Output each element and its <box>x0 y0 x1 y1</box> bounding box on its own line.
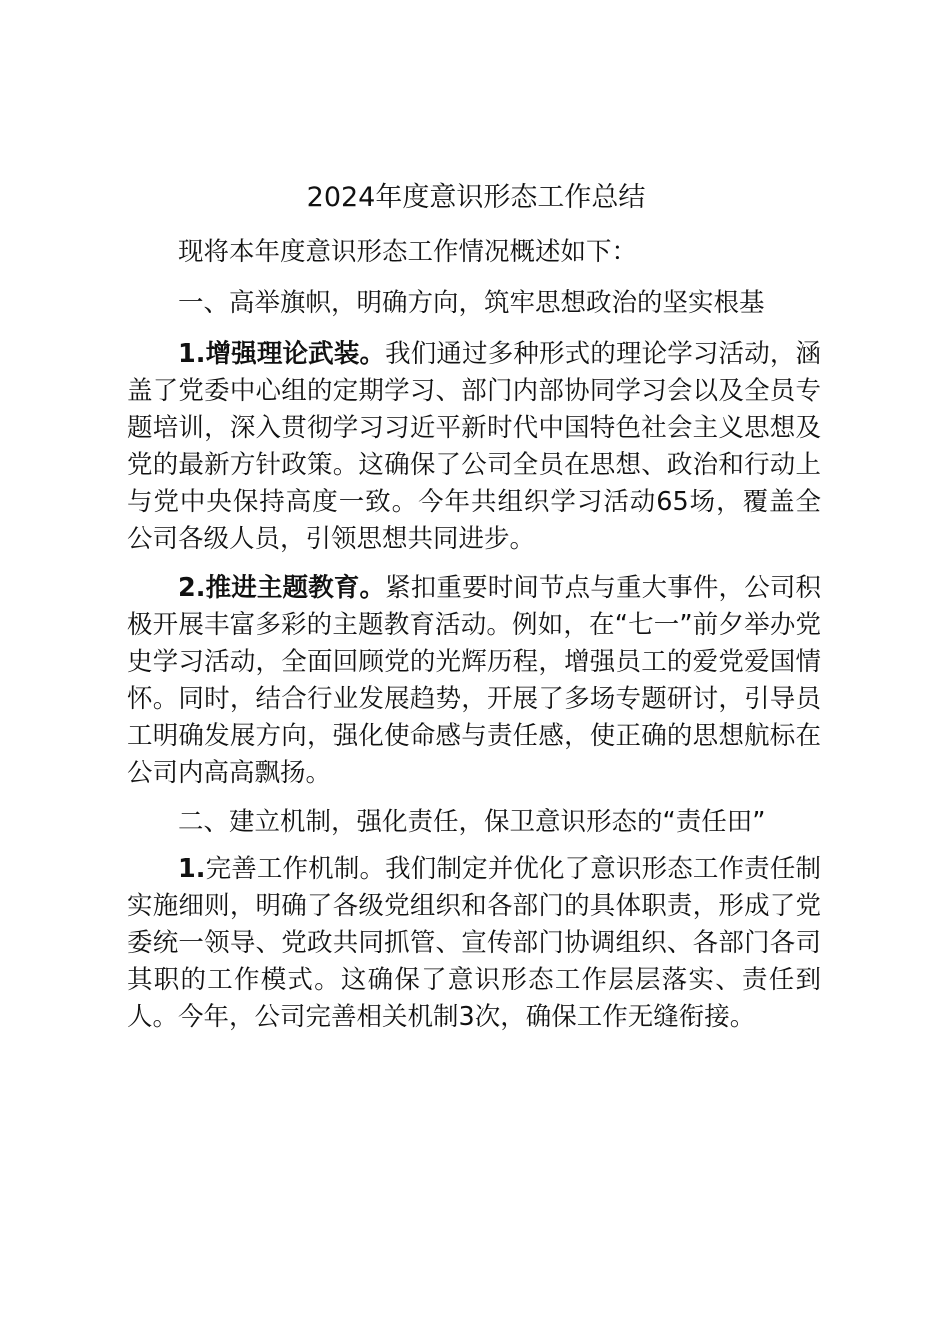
section-2-item-1 <box>127 851 821 1036</box>
section-1-item-1 <box>127 336 821 558</box>
section-1-item-2 <box>127 570 821 792</box>
intro-paragraph: 现将本年度意识形态工作情况概述如下： <box>178 237 638 267</box>
item-body: 紧扣重要时间节点与重大事件，公司积极开展丰富多彩的主题教育活动。例如，在“七一”前夕举办党史学习活动，全面回顾党的光辉历程，增强员工的爱党爱国情怀。同时，结合行业发展趋势，开展了多场专题研讨，引导员工明确发展方向，强化使命感与责任感，使正确的思想航标在公司内高高飘扬。 <box>127 573 821 788</box>
item-body: 我们通过多种形式的理论学习活动，涵盖了党委中心组的定期学习、部门内部协同学习会以及全员专题培训，深入贯彻学习习近平新时代中国特色社会主义思想及党的最新方针政策。这确保了公司全员在思想、政治和行动上与党中央保持高度一致。今年共组织学习活动65场，覆盖全公司各级人员，引领思想共同进步。 <box>127 339 821 554</box>
section-1-heading: 一、高举旗帜，明确方向，筑牢思想政治的坚实根基 <box>178 288 765 318</box>
item-lead: 1.增强理论武装。 <box>178 339 386 369</box>
section-2-heading: 二、建立机制，强化责任，保卫意识形态的“责任田” <box>178 807 766 837</box>
item-lead-text: 完善工作机制。 <box>205 854 386 884</box>
document-page <box>127 178 821 1036</box>
item-lead: 2.推进主题教育。 <box>178 573 386 603</box>
item-body: 我们制定并优化了意识形态工作责任制实施细则，明确了各级党组织和各部门的具体职责，形成了党委统一领导、党政共同抓管、宣传部门协调组织、各部门各司其职的工作模式。这确保了意识形态工作层层落实、责任到人。今年，公司完善相关机制3次，确保工作无缝衔接。 <box>127 854 821 1032</box>
document-title: 2024年度意识形态工作总结 <box>306 182 646 213</box>
item-lead-number: 1. <box>178 854 206 884</box>
